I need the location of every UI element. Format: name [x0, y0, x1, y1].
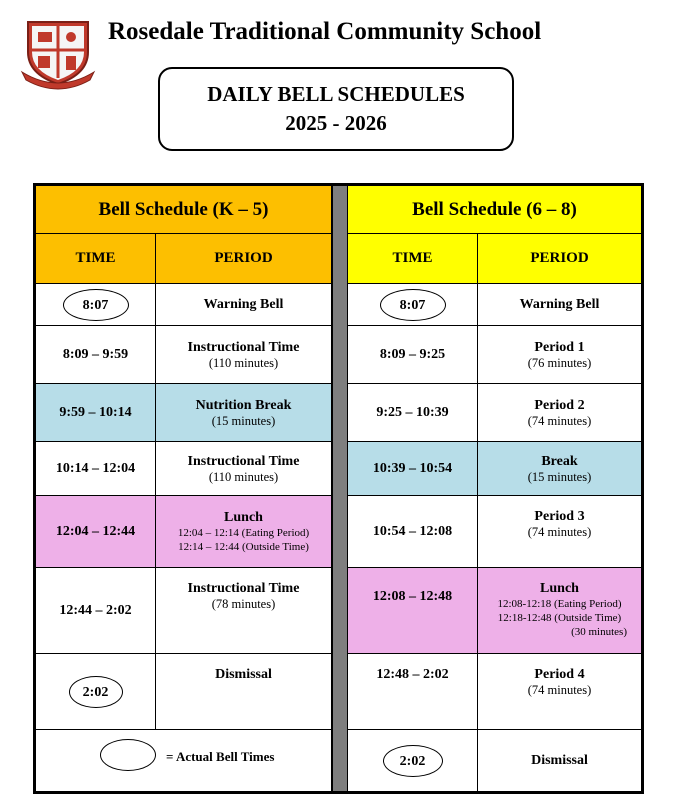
- period-name: Period 3: [534, 509, 585, 524]
- lunch-note: 12:14 – 12:44 (Outside Time): [178, 541, 309, 553]
- period-name: Nutrition Break: [195, 397, 292, 413]
- period-duration: (74 minutes): [527, 683, 592, 697]
- period-duration: (78 minutes): [211, 597, 276, 611]
- k5-period-cell: [156, 326, 332, 384]
- k5-period-cell: [156, 654, 332, 730]
- schedule-title: DAILY BELL SCHEDULES: [207, 82, 465, 106]
- period-name: Dismissal: [531, 753, 588, 768]
- g68-period-cell: [478, 496, 641, 568]
- g68-time-cell: [348, 730, 478, 791]
- bell-time-oval: 8:07: [63, 289, 129, 321]
- k5-period-cell: [156, 284, 332, 326]
- g68-time-cell: 9:25 – 10:39: [348, 384, 478, 442]
- period-name: Warning Bell: [203, 297, 284, 312]
- k5-time-header: TIME: [36, 234, 156, 284]
- k5-time-cell: 9:59 – 10:14: [36, 384, 156, 442]
- lunch-note: 12:18-12:48 (Outside Time): [497, 612, 622, 624]
- k5-period-cell: [156, 568, 332, 654]
- k5-period-cell: [156, 442, 332, 496]
- bell-time-oval: 2:02: [69, 676, 123, 708]
- k5-schedule-header: Bell Schedule (K – 5): [36, 186, 332, 234]
- bell-schedule-grid: [33, 183, 644, 794]
- k5-time-cell: 10:14 – 12:04: [36, 442, 156, 496]
- bell-time-oval: 2:02: [383, 745, 443, 777]
- g68-period-cell: [478, 654, 641, 730]
- period-duration: (74 minutes): [527, 413, 592, 428]
- k5-time-cell: 12:44 – 2:02: [36, 568, 156, 654]
- g68-time-cell: 8:09 – 9:25: [348, 326, 478, 384]
- school-name: Rosedale Traditional Community School: [108, 18, 542, 45]
- g68-period-header: PERIOD: [478, 234, 641, 284]
- legend-oval-icon: [100, 739, 156, 771]
- legend-text: = Actual Bell Times: [166, 749, 275, 764]
- school-year: 2025 - 2026: [285, 111, 387, 135]
- period-name: Lunch: [224, 510, 263, 525]
- lunch-note: 12:08-12:18 (Eating Period): [497, 598, 622, 610]
- period-name: Lunch: [540, 581, 579, 596]
- g68-period-cell: [478, 730, 641, 791]
- period-name: Break: [541, 453, 578, 469]
- period-name: Instructional Time: [187, 453, 300, 469]
- column-separator: [332, 186, 348, 791]
- k5-time-cell: 12:04 – 12:44: [36, 496, 156, 568]
- k5-time-cell: [36, 654, 156, 730]
- g68-time-header: TIME: [348, 234, 478, 284]
- g68-time-cell: 12:08 – 12:48: [348, 568, 478, 654]
- period-duration: (110 minutes): [208, 355, 279, 370]
- g68-time-cell: [348, 284, 478, 326]
- bell-time-oval: 8:07: [380, 289, 446, 321]
- period-name: Dismissal: [215, 667, 272, 682]
- school-crest-logo: [18, 16, 98, 90]
- period-duration: (110 minutes): [208, 469, 279, 484]
- period-name: Period 4: [534, 667, 585, 682]
- schedule-title-box: [158, 67, 514, 151]
- period-duration: (15 minutes): [527, 469, 592, 484]
- g68-period-cell: [478, 442, 641, 496]
- period-name: Period 1: [534, 339, 585, 355]
- g68-time-cell: 10:39 – 10:54: [348, 442, 478, 496]
- period-name: Instructional Time: [187, 581, 300, 596]
- period-name: Period 2: [534, 397, 585, 413]
- g68-period-cell: [478, 384, 641, 442]
- k5-period-cell: [156, 496, 332, 568]
- g68-time-cell: 12:48 – 2:02: [348, 654, 478, 730]
- g68-period-cell: [478, 284, 641, 326]
- period-duration: (74 minutes): [527, 525, 592, 539]
- period-name: Warning Bell: [519, 297, 600, 312]
- period-duration: (15 minutes): [211, 413, 276, 428]
- k5-period-header: PERIOD: [156, 234, 332, 284]
- g68-schedule-header: Bell Schedule (6 – 8): [348, 186, 641, 234]
- g68-period-cell: [478, 568, 641, 654]
- k5-time-cell: 8:09 – 9:59: [36, 326, 156, 384]
- lunch-note: 12:04 – 12:14 (Eating Period): [177, 527, 310, 539]
- k5-period-cell: [156, 384, 332, 442]
- g68-period-cell: [478, 326, 641, 384]
- lunch-note: (30 minutes): [571, 626, 627, 638]
- period-name: Instructional Time: [187, 339, 300, 355]
- g68-time-cell: 10:54 – 12:08: [348, 496, 478, 568]
- period-duration: (76 minutes): [527, 355, 592, 370]
- k5-time-cell: [36, 284, 156, 326]
